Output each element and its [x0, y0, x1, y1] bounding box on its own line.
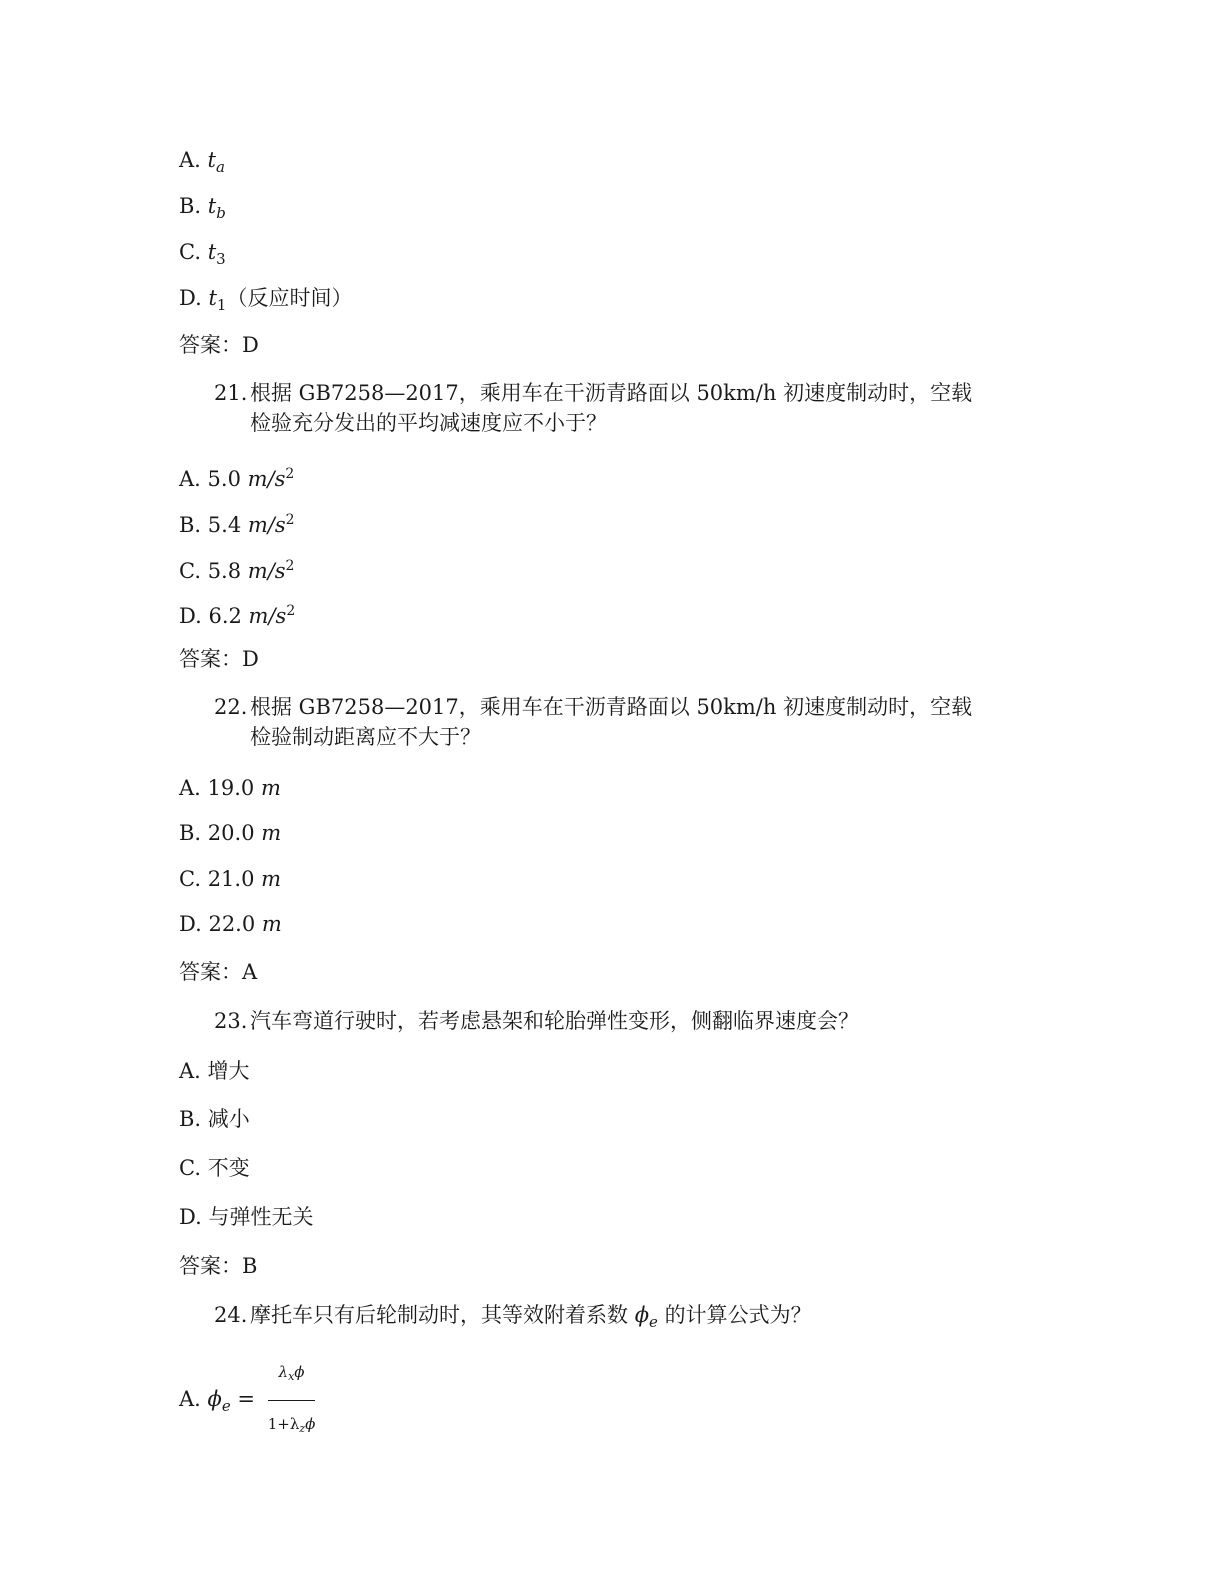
math-sub: 1	[216, 296, 227, 314]
option-exp: 2	[285, 512, 295, 528]
math-sub: e	[221, 1397, 231, 1415]
question-number: 21.	[214, 381, 248, 405]
option-value: 21.0	[207, 867, 255, 891]
option-a	[179, 1057, 250, 1085]
option-text: 与弹性无关	[208, 1205, 314, 1229]
option-unit: m/s	[247, 559, 286, 583]
option-value: 5.4	[207, 513, 242, 537]
question-22	[214, 692, 1044, 752]
option-b	[179, 819, 281, 847]
math-phi: ϕ	[294, 1363, 305, 1381]
option-label: D.	[179, 604, 202, 628]
option-label: A.	[179, 776, 201, 800]
option-unit: m/s	[247, 513, 286, 537]
math-var: t	[207, 148, 216, 172]
option-label: A.	[179, 148, 201, 172]
math-sub: b	[216, 204, 226, 222]
option-d	[179, 1203, 313, 1231]
option-label: C.	[179, 867, 201, 891]
option-text: 不变	[207, 1156, 250, 1180]
answer: 答案：D	[179, 333, 259, 357]
option-c	[179, 865, 281, 893]
question-text: 根据 GB7258—2017，乘用车在干沥青路面以 50km/h 初速度制动时，空载	[250, 695, 973, 719]
option-d	[179, 910, 282, 938]
option-label: C.	[179, 1156, 201, 1180]
math-phi: ϕ	[305, 1415, 316, 1433]
option-unit: m	[260, 776, 281, 800]
option-value: 5.0	[207, 467, 241, 491]
option-label: A.	[179, 1387, 201, 1411]
math-sub: a	[215, 158, 225, 176]
math-sub: z	[299, 1422, 306, 1435]
option-label: A.	[179, 1059, 201, 1083]
question-number: 24.	[214, 1303, 248, 1327]
option-b	[179, 506, 295, 539]
question-23	[214, 1006, 1044, 1036]
math-var: t	[208, 286, 217, 310]
answer: 答案：A	[179, 960, 258, 984]
option-exp: 2	[286, 603, 296, 619]
option-value: 5.8	[207, 559, 242, 583]
option-value: 22.0	[208, 912, 256, 936]
option-unit: m	[261, 867, 282, 891]
math-phi: ϕ	[207, 1387, 222, 1411]
option-value: 20.0	[207, 821, 255, 845]
math-sub: 3	[216, 250, 226, 268]
option-unit: m	[261, 821, 282, 845]
option-unit: m/s	[247, 467, 286, 491]
question-text-tail: 的计算公式为？	[657, 1303, 812, 1327]
option-label: B.	[179, 194, 202, 218]
option-a	[179, 774, 281, 802]
fraction	[268, 1350, 316, 1451]
option-label: B.	[179, 513, 202, 537]
option-d	[179, 597, 295, 630]
question-text: 汽车弯道行驶时，若考虑悬架和轮胎弹性变形，侧翻临界速度会？	[250, 1009, 859, 1033]
option-label: A.	[179, 467, 201, 491]
answer: 答案：D	[179, 647, 259, 671]
option-label: D.	[179, 286, 202, 310]
option-d	[179, 284, 352, 319]
option-text: 增大	[207, 1059, 250, 1083]
question-text: 根据 GB7258—2017，乘用车在干沥青路面以 50km/h 初速度制动时，空载	[250, 381, 973, 405]
option-label: C.	[179, 559, 201, 583]
option-text: 减小	[207, 1107, 250, 1131]
question-text-cont: 检验制动距离应不大于？	[250, 725, 481, 749]
option-value: 6.2	[208, 604, 242, 628]
option-c	[179, 238, 226, 273]
option-exp: 2	[285, 558, 295, 574]
question-21	[214, 378, 1044, 438]
math-phi: ϕ	[634, 1303, 650, 1327]
math-equals: =	[230, 1387, 262, 1411]
math-sub: x	[288, 1370, 295, 1383]
math-denominator-pre: 1+λ	[267, 1415, 300, 1433]
question-24	[214, 1300, 1044, 1337]
option-b	[179, 192, 226, 227]
option-b	[179, 1105, 250, 1133]
question-text-cont: 检验充分发出的平均减速度应不小于？	[250, 411, 607, 435]
math-sub: e	[649, 1313, 658, 1331]
option-unit: m/s	[248, 604, 287, 628]
option-c	[179, 552, 294, 585]
option-label: C.	[179, 240, 201, 264]
option-a	[179, 460, 294, 493]
option-note: （反应时间）	[226, 286, 353, 310]
fraction-numerator	[268, 1350, 316, 1401]
option-label: D.	[179, 1205, 202, 1229]
option-exp: 2	[285, 466, 295, 482]
option-unit: m	[261, 912, 282, 936]
math-lambda: λ	[278, 1363, 289, 1381]
option-c	[179, 1154, 250, 1182]
question-number: 23.	[214, 1009, 248, 1033]
option-label: D.	[179, 912, 202, 936]
answer: 答案：B	[179, 1254, 258, 1278]
math-var: t	[207, 240, 217, 264]
question-text: 摩托车只有后轮制动时，其等效附着系数	[250, 1303, 635, 1327]
option-a	[179, 1350, 315, 1451]
option-label: B.	[179, 821, 202, 845]
option-label: B.	[179, 1107, 202, 1131]
option-a	[179, 146, 225, 181]
fraction-denominator	[268, 1401, 316, 1451]
math-var: t	[207, 194, 217, 218]
question-number: 22.	[214, 695, 248, 719]
option-value: 19.0	[207, 776, 255, 800]
